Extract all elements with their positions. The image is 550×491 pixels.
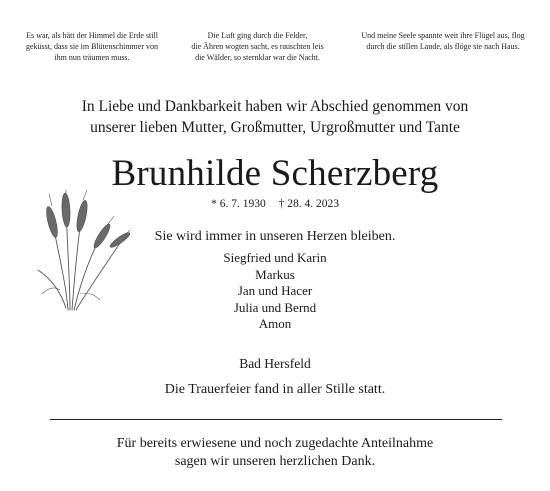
intro-text: In Liebe und Dankbarkeit haben wir Abschied genommen von unserer lieben Mutter, Großmutter, Urgroßmutter und Tante [81,98,469,136]
poem-column-1: Es war, als hätt der Himmel die Erde still geküsst, dass sie im Blütenschimmer von ihm nun träumen muss. [26,31,158,62]
family-member: Siegfried und Karin [223,250,327,265]
service-note: Die Trauerfeier fand in aller Stille statt. [164,382,386,397]
divider-line [50,419,502,420]
place-name: Bad Hersfeld [239,356,311,371]
family-list [120,250,430,333]
family-member: Amon [258,316,292,332]
deceased-name: Brunhilde Scherzberg [111,153,439,194]
poem-column-2: Die Luft ging durch die Felder, die Ähren wogten sacht, es rauschten leis die Wälder, so sternklar war die Nacht. [191,31,324,62]
family-member: Jan und Hacer [237,283,313,299]
wheat-sheaf-icon [30,190,130,312]
death-date: † 28. 4. 2023 [278,198,339,210]
family-member: Markus [255,266,295,282]
memorial-quote: Sie wird immer in unseren Herzen bleiben. [154,229,396,244]
birth-date: * 6. 7. 1930 [211,198,266,210]
thanks-text: Für bereits erwiesene und noch zugedachte Anteilnahme sagen wir unseren herzlichen Dank. [116,436,434,469]
poem-column-3: Und meine Seele spannte weit ihre Flügel aus, flog durch die stillen Lande, als flöge sie nach Haus. [361,31,525,51]
family-member: Julia und Bernd [233,299,317,315]
